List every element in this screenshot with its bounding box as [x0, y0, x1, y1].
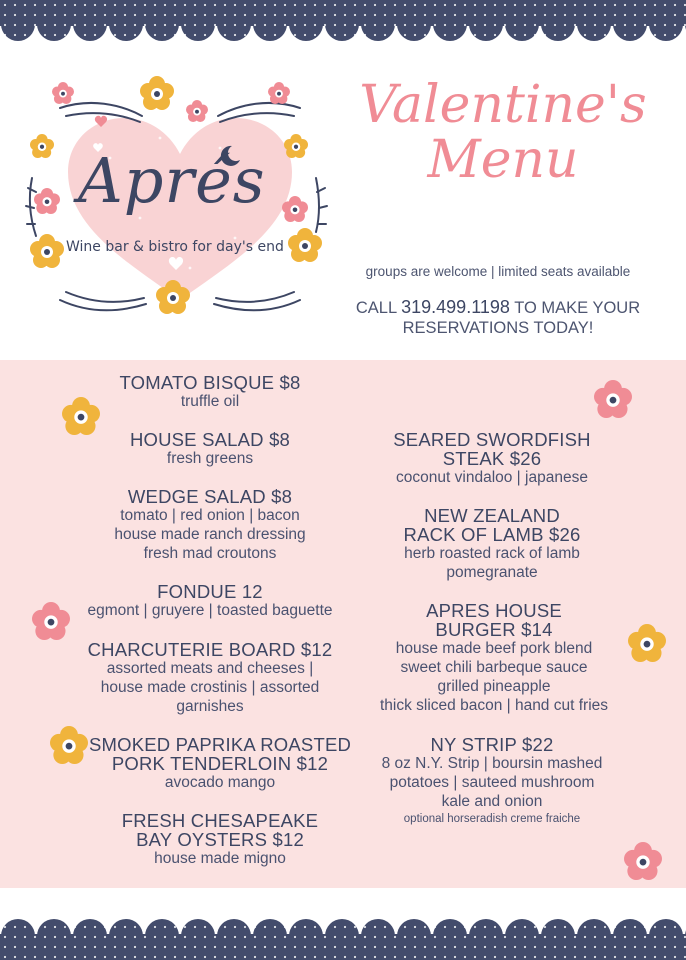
scallop-shape: [289, 919, 323, 953]
scallop-shape: [433, 919, 467, 953]
pink-flower-icon: [282, 196, 308, 222]
yellow-flower-icon: [140, 76, 174, 110]
scallop-shape: [145, 7, 179, 41]
item-desc: garnishes: [176, 698, 244, 715]
groups-note: groups are welcome | limited seats available: [365, 264, 631, 279]
menu-item-fondue: [70, 582, 350, 620]
call-suffix: TO MAKE YOUR: [509, 299, 641, 317]
item-desc: potatoes | sauteed mushroom: [389, 774, 595, 791]
item-desc: house made crostinis | assorted: [100, 679, 320, 696]
menu-item-charcuterie-board: [70, 640, 350, 716]
logo-tagline: Wine bar & bistro for day's end: [66, 239, 284, 255]
item-name: WEDGE SALAD $8: [127, 486, 293, 507]
pink-flower-icon: [268, 82, 290, 104]
item-desc: tomato | red onion | bacon: [120, 507, 300, 524]
item-desc: house made migno: [154, 850, 286, 867]
pink-flower-icon: [186, 100, 208, 122]
item-desc: assorted meats and cheeses |: [106, 660, 314, 677]
item-desc: herb roasted rack of lamb: [404, 545, 580, 562]
logo: [20, 68, 340, 348]
scallop-shape: [253, 7, 287, 41]
item-desc: coconut vindaloo | japanese: [396, 469, 588, 486]
scallop-shape: [433, 7, 467, 41]
title-line-1: Valentine's: [359, 75, 647, 135]
call-prefix: CALL: [355, 299, 402, 317]
item-name: FRESH CHESAPEAKE: [121, 810, 319, 831]
scallop-shape: [541, 7, 575, 41]
scallop-shape: [181, 7, 215, 41]
reservation-call: [340, 297, 656, 338]
scallop-shape: [217, 7, 251, 41]
item-desc: egmont | gruyere | toasted baguette: [87, 602, 333, 619]
yellow-flower-icon: [62, 397, 100, 435]
scallop-shape: [361, 919, 395, 953]
header: [0, 48, 686, 360]
item-desc: sweet chili barbeque sauce: [400, 659, 588, 676]
menu-item-rack-of-lamb: [352, 506, 632, 582]
scallop-shape: [181, 919, 215, 953]
yellow-flower-icon: [50, 726, 88, 764]
scallop-shape: [37, 919, 71, 953]
scallop-shape: [109, 919, 143, 953]
scallop-shape: [1, 7, 35, 41]
pink-flower-icon: [32, 602, 70, 640]
item-name: TOMATO BISQUE $8: [119, 372, 301, 393]
scallop-shape: [649, 919, 683, 953]
menu-item-oysters: [70, 811, 370, 868]
scallop-shape: [613, 919, 647, 953]
menu-section: [0, 360, 686, 888]
item-name-2: PORK TENDERLOIN $12: [111, 753, 329, 774]
scallop-shape: [613, 7, 647, 41]
yellow-flower-icon: [156, 280, 190, 314]
bottom-decorative-band: [0, 912, 686, 960]
scallop-shape: [361, 7, 395, 41]
item-desc: kale and onion: [441, 793, 543, 810]
yellow-flower-icon: [30, 234, 64, 268]
item-name-2: BAY OYSTERS $12: [136, 829, 304, 850]
item-desc: avocado mango: [164, 774, 276, 791]
scallop-shape: [37, 7, 71, 41]
menu-item-ny-strip: [352, 735, 632, 827]
yellow-flower-icon: [30, 134, 54, 158]
scallop-shape: [289, 7, 323, 41]
scallop-shape: [469, 7, 503, 41]
menu-item-house-salad: [70, 430, 350, 468]
item-desc: fresh mad croutons: [143, 545, 277, 562]
item-name: NY STRIP $22: [430, 734, 554, 755]
item-name: SMOKED PAPRIKA ROASTED: [88, 734, 352, 755]
scallop-shape: [577, 7, 611, 41]
scallop-shape: [145, 919, 179, 953]
scallop-shape: [73, 7, 107, 41]
item-name: FONDUE 12: [157, 581, 263, 602]
item-note: optional horseradish creme fraiche: [403, 813, 581, 825]
item-desc: truffle oil: [180, 393, 240, 410]
scallop-shape: [397, 7, 431, 41]
scallop-shape: [73, 919, 107, 953]
yellow-flower-icon: [288, 228, 322, 262]
menu-item-swordfish: [352, 430, 632, 487]
item-desc: house made beef pork blend: [395, 640, 593, 657]
menu-item-house-burger: [352, 601, 636, 715]
scallop-shape: [109, 7, 143, 41]
menu-item-pork-tenderloin: [70, 735, 370, 792]
item-name-2: BURGER $14: [435, 619, 553, 640]
scallop-shape: [325, 7, 359, 41]
item-desc: fresh greens: [166, 450, 254, 467]
item-name: NEW ZEALAND: [424, 505, 560, 526]
scallop-shape: [541, 919, 575, 953]
title-line-2: Menu: [427, 129, 579, 190]
menu-item-tomato-bisque: [70, 373, 350, 411]
yellow-flower-icon: [284, 134, 308, 158]
scallop-shape: [649, 7, 683, 41]
item-desc: 8 oz N.Y. Strip | boursin mashed: [381, 755, 603, 772]
pink-flower-icon: [624, 842, 662, 880]
menu-title: [338, 75, 668, 190]
pink-flower-icon: [594, 380, 632, 418]
scallop-shape: [253, 919, 287, 953]
scallop-shape: [469, 919, 503, 953]
scallop-shape: [505, 7, 539, 41]
scallop-shape: [325, 919, 359, 953]
item-name-2: STEAK $26: [442, 448, 542, 469]
item-desc: pomegranate: [446, 564, 538, 581]
item-name-2: RACK OF LAMB $26: [403, 524, 581, 545]
phone-number: 319.499.1198: [401, 297, 510, 317]
logo-name: Aprés: [78, 144, 266, 217]
item-name: CHARCUTERIE BOARD $12: [87, 639, 333, 660]
top-decorative-band: [0, 0, 686, 48]
scallop-shape: [217, 919, 251, 953]
item-name: APRES HOUSE: [426, 600, 562, 621]
item-desc: house made ranch dressing: [114, 526, 306, 543]
pink-flower-icon: [34, 188, 60, 214]
item-desc: grilled pineapple: [437, 678, 551, 695]
scallop-shape: [577, 919, 611, 953]
item-desc: thick sliced bacon | hand cut fries: [379, 697, 609, 714]
pink-flower-icon: [52, 82, 74, 104]
menu-item-wedge-salad: [70, 487, 350, 563]
scallop-shape: [505, 919, 539, 953]
item-name: SEARED SWORDFISH: [393, 429, 591, 450]
call-line-2: RESERVATIONS TODAY!: [402, 319, 594, 337]
scallop-shape: [397, 919, 431, 953]
scallop-shape: [1, 919, 35, 953]
yellow-flower-icon: [628, 624, 666, 662]
item-name: HOUSE SALAD $8: [129, 429, 291, 450]
